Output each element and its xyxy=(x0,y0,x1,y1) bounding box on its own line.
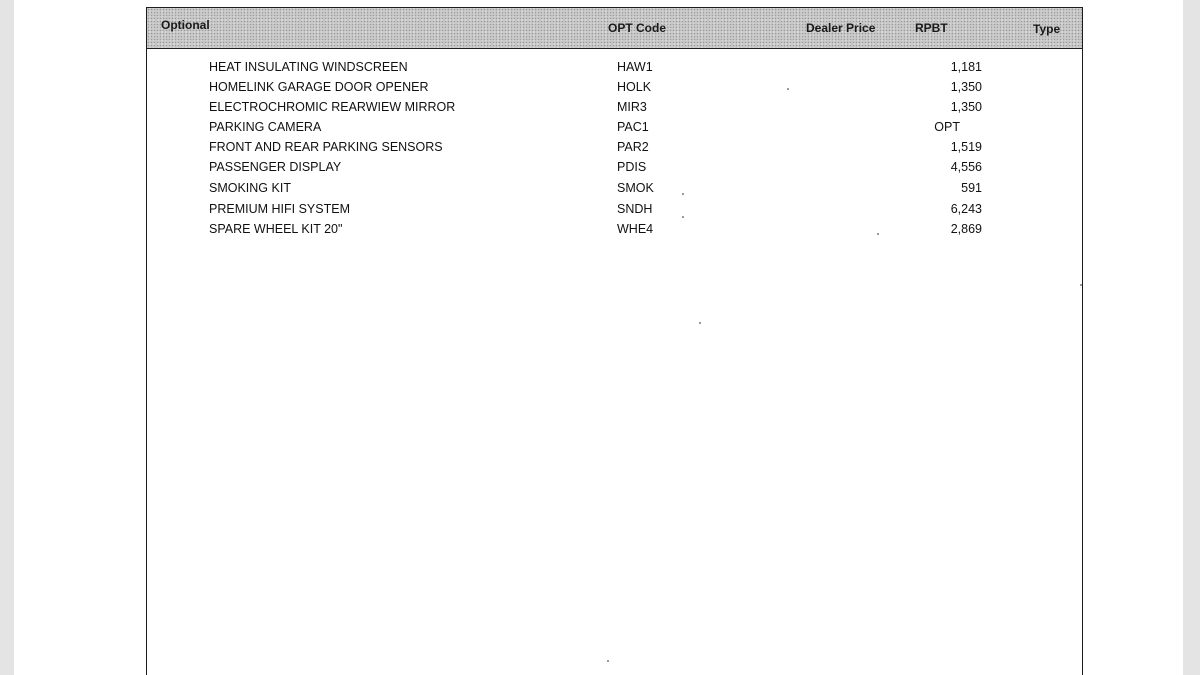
header-opt-code: OPT Code xyxy=(608,21,667,35)
options-table xyxy=(146,7,1083,675)
table-header xyxy=(147,8,1082,49)
scan-speck xyxy=(682,216,684,218)
row-description: HEAT INSULATING WINDSCREEN xyxy=(209,60,408,74)
row-price: 2,869 xyxy=(950,222,982,236)
row-price: 1,350 xyxy=(950,100,982,114)
table-row xyxy=(147,120,1082,140)
row-opt-code: SNDH xyxy=(617,202,653,216)
row-description: PREMIUM HIFI SYSTEM xyxy=(209,202,350,216)
row-description: FRONT AND REAR PARKING SENSORS xyxy=(209,140,443,154)
table-row xyxy=(147,181,1082,201)
scan-speck xyxy=(787,88,789,90)
table-row xyxy=(147,140,1082,160)
scan-speck xyxy=(607,660,609,662)
row-opt-code: WHE4 xyxy=(617,222,654,236)
table-row xyxy=(147,60,1082,80)
row-price: 591 xyxy=(961,181,982,195)
table-row xyxy=(147,160,1082,180)
header-optional: Optional xyxy=(161,18,210,32)
scan-speck xyxy=(699,322,701,324)
row-description: SPARE WHEEL KIT 20" xyxy=(209,222,343,236)
scan-speck xyxy=(1080,284,1082,286)
scan-speck xyxy=(682,193,684,195)
header-dealer-price: Dealer Price xyxy=(806,21,876,35)
document-page xyxy=(14,0,1183,675)
row-opt-code: PAR2 xyxy=(617,140,649,154)
header-type: Type xyxy=(1033,22,1061,36)
row-opt-code: HOLK xyxy=(617,80,652,94)
row-price: 1,181 xyxy=(950,60,982,74)
row-opt-code: SMOK xyxy=(617,181,654,195)
row-opt-code: PAC1 xyxy=(617,120,649,134)
table-row xyxy=(147,202,1082,222)
scan-speck xyxy=(877,233,879,235)
row-price: 4,556 xyxy=(950,160,982,174)
table-row xyxy=(147,80,1082,100)
row-opt-code: HAW1 xyxy=(617,60,653,74)
row-description: PARKING CAMERA xyxy=(209,120,322,134)
row-description: HOMELINK GARAGE DOOR OPENER xyxy=(209,80,429,94)
row-description: ELECTROCHROMIC REARWIEW MIRROR xyxy=(209,100,456,114)
row-description: PASSENGER DISPLAY xyxy=(209,160,342,174)
row-opt-code: MIR3 xyxy=(617,100,647,114)
row-price: 1,519 xyxy=(950,140,982,154)
table-row xyxy=(147,100,1082,120)
row-description: SMOKING KIT xyxy=(209,181,291,195)
row-opt-code: PDIS xyxy=(617,160,647,174)
row-price: 6,243 xyxy=(950,202,982,216)
row-price: 1,350 xyxy=(950,80,982,94)
row-price: OPT xyxy=(934,120,960,134)
header-rpbt: RPBT xyxy=(915,21,948,35)
table-row xyxy=(147,222,1082,242)
